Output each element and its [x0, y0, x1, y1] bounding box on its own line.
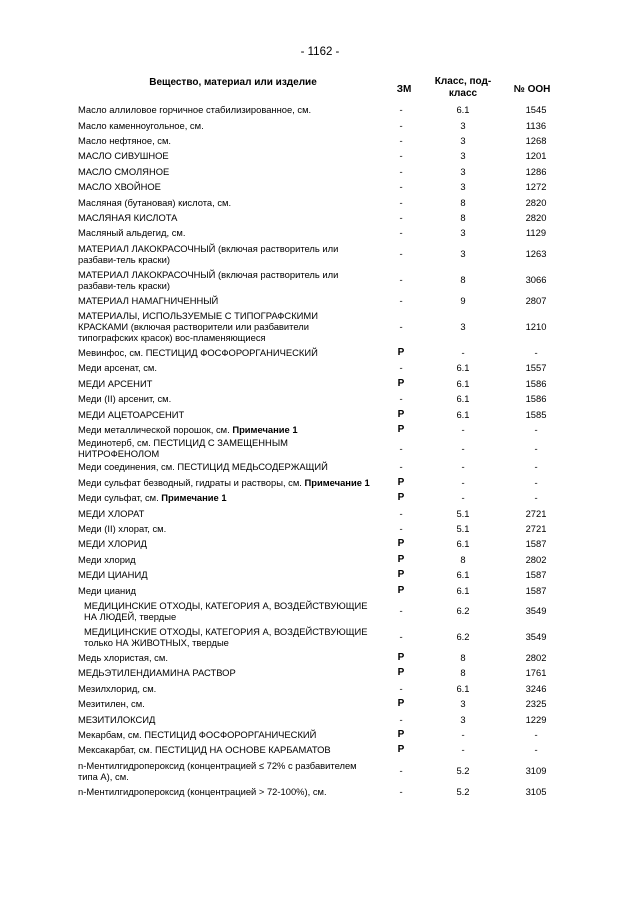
class-cell: 5.2 [456, 765, 470, 776]
substance-name-text: МАСЛЯНАЯ КИСЛОТА [78, 211, 178, 223]
un-number-cell: - [534, 744, 538, 756]
substance-name-text: Мексакарбат, см. ПЕСТИЦИД НА ОСНОВЕ КАРБАМАТОВ [78, 744, 331, 756]
un-number-cell: - [534, 424, 538, 436]
un-number-cell: 2802 [525, 651, 547, 663]
table-row [78, 567, 572, 582]
substance-name-text: Медь хлористая, см. [78, 651, 168, 663]
table-row [78, 552, 572, 567]
table-row [78, 459, 572, 474]
marine-pollutant-cell: - [399, 294, 403, 306]
marine-pollutant-cell: - [399, 165, 403, 177]
substance-name [78, 148, 376, 163]
un-number-cell: 1263 [525, 248, 547, 260]
substance-name-text: Масло аллиловое горчичное стабилизированное, см. [78, 104, 312, 116]
marine-pollutant-cell: - [399, 713, 403, 725]
marine-pollutant-cell: P [397, 744, 405, 756]
marine-pollutant-cell: P [397, 347, 405, 359]
marine-pollutant-cell: - [399, 274, 403, 286]
class-cell: 9 [460, 294, 466, 306]
substance-name [78, 536, 376, 551]
table-row [78, 164, 572, 179]
un-number-cell: - [534, 492, 538, 504]
substance-name [78, 133, 376, 148]
marine-pollutant-cell: - [399, 631, 403, 643]
un-number-cell: 1210 [525, 320, 547, 332]
substance-name-text: МАСЛО СМОЛЯНОЕ [78, 165, 170, 177]
un-number-cell: 3105 [525, 785, 547, 797]
class-cell: 6.1 [456, 682, 470, 694]
table-row [78, 308, 572, 345]
class-cell: 3 [460, 248, 466, 260]
marine-pollutant-cell: P [397, 553, 405, 565]
substance-name [78, 345, 376, 360]
table-row [78, 742, 572, 757]
un-number-cell: 1272 [525, 181, 547, 193]
marine-pollutant-cell: - [399, 104, 403, 116]
un-number-cell: 3549 [525, 631, 547, 643]
class-cell: 3 [460, 165, 466, 177]
substance-name [78, 521, 376, 536]
substance-name-text: Масляный альдегид, см. [78, 227, 186, 239]
marine-pollutant-cell: - [399, 320, 403, 332]
class-cell: 6.2 [456, 605, 470, 617]
marine-pollutant-cell: - [399, 393, 403, 405]
table-row [78, 521, 572, 536]
class-cell: 6.1 [456, 569, 470, 581]
substance-name-text: Масло каменноугольное, см. [78, 119, 204, 131]
marine-pollutant-cell: - [399, 605, 403, 617]
header-substance: Вещество, материал или изделие [149, 77, 317, 88]
class-cell: - [461, 728, 465, 740]
marine-pollutant-cell: - [399, 134, 403, 146]
class-cell: 3 [460, 134, 466, 146]
table-row [78, 650, 572, 665]
substance-name-text: МЕДИ ХЛОРИД [78, 538, 147, 550]
marine-pollutant-cell: - [399, 523, 403, 534]
table-row [78, 490, 572, 505]
un-number-cell: 1229 [525, 713, 547, 725]
marine-pollutant-cell: - [399, 682, 403, 694]
un-number-cell: 2820 [525, 211, 547, 223]
substance-name-text: Меди арсенат, см. [78, 362, 157, 374]
substance-name-text: МЕДИ ЦИАНИД [78, 569, 148, 581]
header-un-number: № ООН [513, 84, 551, 95]
substance-name [78, 376, 376, 391]
class-cell: 5.2 [456, 785, 470, 797]
substance-name-text: Меди сульфат, см. [78, 492, 159, 504]
table-row [78, 784, 572, 799]
substance-name [78, 711, 376, 726]
table-row [78, 391, 572, 406]
substance-name [78, 194, 376, 209]
substance-name [78, 505, 376, 520]
table-row [78, 148, 572, 163]
substance-name [78, 490, 376, 505]
class-cell: 3 [460, 227, 466, 239]
substance-name-text: МЕЗИТИЛОКСИД [78, 713, 156, 725]
marine-pollutant-cell: - [399, 119, 403, 131]
table-row [78, 422, 572, 437]
substance-name-text: МЕДИЦИНСКИЕ ОТХОДЫ, КАТЕГОРИЯ А, ВОЗДЕЙСТВУЮЩИЕ НА ЛЮДЕЙ, твердые [84, 599, 368, 622]
substance-name [78, 475, 376, 490]
substance-name [78, 164, 376, 179]
header-class: Класс, под-класс [434, 76, 492, 99]
substance-name [78, 241, 376, 267]
un-number-cell: - [534, 442, 538, 454]
class-cell: 6.1 [456, 377, 470, 389]
substance-name [78, 758, 376, 784]
substance-name [78, 459, 376, 474]
class-cell: 6.1 [456, 408, 470, 420]
un-number-cell: 2802 [525, 553, 547, 565]
class-cell: 3 [460, 713, 466, 725]
marine-pollutant-cell: P [397, 698, 405, 710]
class-cell: 6.1 [456, 538, 470, 550]
substance-name [78, 598, 376, 624]
substance-name [78, 102, 376, 117]
substance-name-text: Масло нефтяное, см. [78, 134, 172, 146]
substance-name-text: МЕДИЦИНСКИЕ ОТХОДЫ, КАТЕГОРИЯ А, ВОЗДЕЙСТВУЮЩИЕ только НА ЖИВОТНЫХ, твердые [84, 625, 368, 648]
table-row [78, 102, 572, 117]
substance-name-text: МАСЛО ХВОЙНОЕ [78, 181, 161, 193]
substance-name-text: Меди соединения, см. ПЕСТИЦИД МЕДЬСОДЕРЖАЩИЙ [78, 461, 328, 473]
marine-pollutant-cell: - [399, 461, 403, 473]
substance-name-text: МАСЛО СИВУШНОЕ [78, 150, 169, 162]
substance-name [78, 696, 376, 711]
note-reference: Примечание 1 [304, 476, 370, 488]
substance-name-text: Меди металлической порошок, см. [78, 424, 230, 436]
substance-name-text: n-Ментилгидропероксид (концентрацией > 72-100%), см. [78, 785, 327, 797]
class-cell: - [461, 347, 465, 359]
table-row [78, 345, 572, 360]
substance-name [78, 308, 376, 345]
note-reference: Примечание 1 [232, 424, 298, 436]
table-row [78, 360, 572, 375]
class-cell: 3 [460, 150, 466, 162]
un-number-cell: 3109 [525, 765, 547, 776]
substances-table [78, 102, 572, 799]
substance-name [78, 784, 376, 799]
un-number-cell: - [534, 728, 538, 740]
substance-name [78, 391, 376, 406]
marine-pollutant-cell: - [399, 362, 403, 374]
marine-pollutant-cell: - [399, 181, 403, 193]
marine-pollutant-cell: P [397, 651, 405, 663]
substance-name-text: МАТЕРИАЛ НАМАГНИЧЕННЫЙ [78, 294, 219, 306]
substance-name-text: МАТЕРИАЛЫ, ИСПОЛЬЗУЕМЫЕ С ТИПОГРАФСКИМИ КРАСКАМИ (включая растворители или разбавители типографских красок) вос-пламеняющиеся [78, 309, 318, 343]
substance-name-text: Масляная (бутановая) кислота, см. [78, 196, 232, 208]
class-cell: 3 [460, 181, 466, 193]
table-row [78, 210, 572, 225]
substance-name-text: МЕДИ ХЛОРАТ [78, 507, 145, 519]
class-cell: 8 [460, 196, 466, 208]
substance-name [78, 117, 376, 132]
class-cell: 5.1 [456, 507, 470, 519]
substance-name [78, 210, 376, 225]
substance-name-text: МАТЕРИАЛ ЛАКОКРАСОЧНЫЙ (включая растворитель или разбави-тель краски) [78, 268, 339, 291]
substance-name-text: Меди (II) арсенит, см. [78, 393, 172, 405]
class-cell: 6.2 [456, 631, 470, 643]
class-cell: 5.1 [456, 523, 470, 534]
table-row [78, 624, 572, 650]
table-row [78, 406, 572, 421]
class-cell: - [461, 492, 465, 504]
un-number-cell: 1587 [525, 569, 547, 581]
marine-pollutant-cell: P [397, 377, 405, 389]
table-row [78, 241, 572, 267]
substance-name [78, 293, 376, 308]
marine-pollutant-cell: - [399, 227, 403, 239]
substance-name [78, 624, 376, 650]
un-number-cell: - [534, 347, 538, 359]
un-number-cell: 1585 [525, 408, 547, 420]
class-cell: 8 [460, 651, 466, 663]
un-number-cell: 1586 [525, 393, 547, 405]
substance-name-text: МЕДЬЭТИЛЕНДИАМИНА РАСТВОР [78, 667, 236, 679]
un-number-cell: 1201 [525, 150, 547, 162]
substance-name [78, 179, 376, 194]
un-number-cell: 1587 [525, 584, 547, 596]
table-row [78, 179, 572, 194]
table-row [78, 117, 572, 132]
marine-pollutant-cell: P [397, 667, 405, 679]
class-cell: 6.1 [456, 104, 470, 116]
class-cell: 8 [460, 667, 466, 679]
table-row [78, 711, 572, 726]
table-row [78, 727, 572, 742]
marine-pollutant-cell: - [399, 150, 403, 162]
un-number-cell: 2820 [525, 196, 547, 208]
un-number-cell: 3066 [525, 274, 547, 286]
substance-name [78, 267, 376, 293]
table-row [78, 437, 572, 459]
un-number-cell: 1557 [525, 362, 547, 374]
page-number: - 1162 - [300, 46, 340, 58]
marine-pollutant-cell: P [397, 584, 405, 596]
marine-pollutant-cell: P [397, 476, 405, 488]
class-cell: 8 [460, 553, 466, 565]
marine-pollutant-cell: P [397, 424, 405, 436]
table-row [78, 133, 572, 148]
substance-name [78, 681, 376, 696]
substance-name-text: Мезитилен, см. [78, 698, 145, 710]
substance-name [78, 437, 376, 459]
marine-pollutant-cell: - [399, 211, 403, 223]
class-cell: 6.1 [456, 584, 470, 596]
marine-pollutant-cell: - [399, 785, 403, 797]
class-cell: - [461, 744, 465, 756]
marine-pollutant-cell: P [397, 538, 405, 550]
table-row [78, 194, 572, 209]
un-number-cell: - [534, 476, 538, 488]
un-number-cell: 2325 [525, 698, 547, 710]
table-row [78, 267, 572, 293]
un-number-cell: 2721 [525, 523, 547, 534]
substance-name-text: n-Ментилгидропероксид (концентрацией ≤ 72% с разбавителем типа А), см. [78, 759, 357, 782]
substance-name [78, 582, 376, 597]
marine-pollutant-cell: P [397, 408, 405, 420]
un-number-cell: 3246 [525, 682, 547, 694]
marine-pollutant-cell: P [397, 569, 405, 581]
substance-name [78, 567, 376, 582]
class-cell: 3 [460, 119, 466, 131]
marine-pollutant-cell: - [399, 248, 403, 260]
substance-name-text: МЕДИ АРСЕНИТ [78, 377, 153, 389]
class-cell: - [461, 442, 465, 454]
class-cell: 3 [460, 698, 466, 710]
un-number-cell: 2807 [525, 294, 547, 306]
substance-name-text: Меди цианид [78, 584, 136, 596]
substance-name [78, 742, 376, 757]
un-number-cell: 1761 [525, 667, 547, 679]
class-cell: 8 [460, 211, 466, 223]
table-row [78, 475, 572, 490]
substance-name [78, 650, 376, 665]
un-number-cell: 1268 [525, 134, 547, 146]
substance-name [78, 225, 376, 240]
substance-name [78, 406, 376, 421]
header-marine-pollutant: ЗМ [396, 84, 412, 95]
class-cell: - [461, 461, 465, 473]
substance-name-text: Мединотерб, см. ПЕСТИЦИД С ЗАМЕЩЕННЫМ НИТРОФЕНОЛОМ [78, 437, 288, 460]
table-row [78, 536, 572, 551]
substance-name-text: МЕДИ АЦЕТОАРСЕНИТ [78, 408, 185, 420]
table-row [78, 293, 572, 308]
un-number-cell: 1587 [525, 538, 547, 550]
un-number-cell: 2721 [525, 507, 547, 519]
marine-pollutant-cell: P [397, 492, 405, 504]
table-row [78, 665, 572, 680]
class-cell: - [461, 424, 465, 436]
substance-name [78, 665, 376, 680]
table-row [78, 758, 572, 784]
substance-name-text: Меди сульфат безводный, гидраты и растворы, см. [78, 476, 302, 488]
class-cell: 3 [460, 320, 466, 332]
table-row [78, 598, 572, 624]
marine-pollutant-cell: - [399, 765, 403, 776]
substance-name-text: Мевинфос, см. ПЕСТИЦИД ФОСФОРОРГАНИЧЕСКИЙ [78, 347, 318, 359]
marine-pollutant-cell: - [399, 196, 403, 208]
substance-name [78, 360, 376, 375]
substance-name [78, 422, 376, 437]
note-reference: Примечание 1 [161, 492, 227, 504]
un-number-cell: 1586 [525, 377, 547, 389]
class-cell: 8 [460, 274, 466, 286]
table-row [78, 681, 572, 696]
un-number-cell: 1136 [525, 119, 547, 131]
substance-name-text: Мекарбам, см. ПЕСТИЦИД ФОСФОРОРГАНИЧЕСКИЙ [78, 728, 317, 740]
class-cell: 6.1 [456, 362, 470, 374]
marine-pollutant-cell: - [399, 442, 403, 454]
table-row [78, 505, 572, 520]
marine-pollutant-cell: - [399, 507, 403, 519]
substance-name-text: Меди хлорид [78, 553, 136, 565]
table-row [78, 376, 572, 391]
table-row [78, 225, 572, 240]
marine-pollutant-cell: P [397, 728, 405, 740]
un-number-cell: 1545 [525, 104, 547, 116]
substance-name [78, 727, 376, 742]
un-number-cell: 1129 [525, 227, 547, 239]
table-row [78, 696, 572, 711]
substance-name-text: Меди (II) хлорат, см. [78, 523, 167, 534]
un-number-cell: - [534, 461, 538, 473]
substance-name-text: Мезилхлорид, см. [78, 682, 157, 694]
un-number-cell: 3549 [525, 605, 547, 617]
substance-name [78, 552, 376, 567]
class-cell: - [461, 476, 465, 488]
table-row [78, 582, 572, 597]
substance-name-text: МАТЕРИАЛ ЛАКОКРАСОЧНЫЙ (включая растворитель или разбави-тель краски) [78, 242, 339, 265]
class-cell: 6.1 [456, 393, 470, 405]
un-number-cell: 1286 [525, 165, 547, 177]
